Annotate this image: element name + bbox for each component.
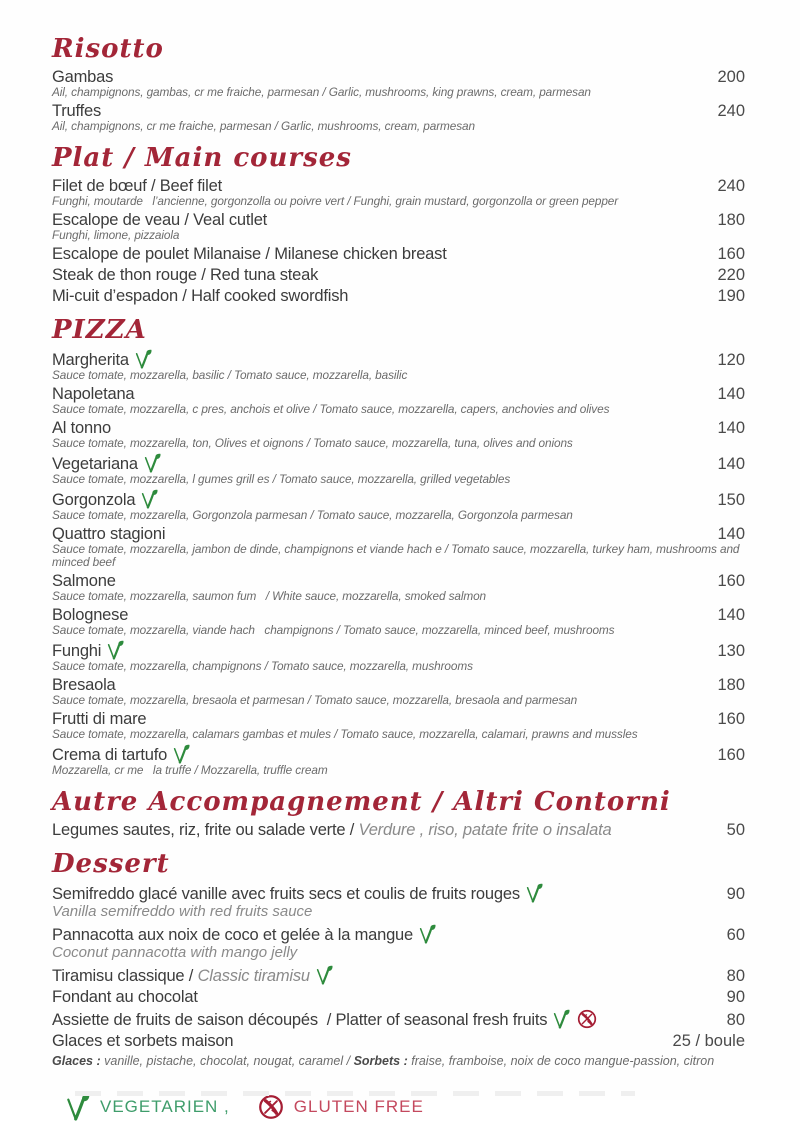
item-name: Margherita [52,351,129,369]
item-price: 140 [717,385,745,403]
section-heading: Dessert [52,849,170,879]
item-description: Sauce tomate, mozzarella, ton, Olives et oignons / Tomato sauce, mozzarella, tuna, olives and onions [52,436,573,450]
item-price: 80 [726,967,745,985]
menu-item [52,710,745,741]
section-dessert [52,849,745,1069]
menu-item [52,287,745,305]
menu-item [52,525,745,569]
item-name: Escalope de veau / Veal cutlet [52,211,268,229]
menu-item [52,453,745,486]
item-price: 160 [717,572,745,590]
section-heading: Risotto [52,34,164,64]
item-name: Frutti di mare [52,710,147,728]
section-sides [52,787,745,839]
item-translation: Coconut pannacotta with mango jelly [52,944,298,961]
item-price: 90 [726,988,745,1006]
item-description: Ail, champignons, gambas, cr me fraiche, parmesan / Garlic, mushrooms, king prawns, cream, parmesan [52,85,591,99]
vegetarian-icon [135,349,152,369]
item-price: 160 [717,710,745,728]
section-risotto [52,34,745,133]
vegetarian-icon [107,640,124,660]
item-price: 240 [717,102,745,120]
item-description: Sauce tomate, mozzarella, viande hach champignons / Tomato sauce, mozzarella, minced beef, mushrooms [52,623,615,637]
item-description: Sauce tomate, mozzarella, saumon fum / White sauce, mozzarella, smoked salmon [52,589,487,603]
menu-item [52,1032,745,1050]
item-name: Mi-cuit d’espadon / Half cooked swordfish [52,287,349,305]
item-price: 160 [717,746,745,764]
item-price: 160 [717,245,745,263]
item-description: Sauce tomate, mozzarella, bresaola et parmesan / Tomato sauce, mozzarella, bresaola and parmesan [52,693,578,707]
menu-item [52,177,745,208]
item-price: 150 [717,491,745,509]
section-heading: Plat / Main courses [52,143,352,173]
item-name: Glaces et sorbets maison [52,1032,234,1050]
item-price: 200 [717,68,745,86]
vegetarian-icon [316,965,333,985]
menu-item [52,821,745,839]
menu-item [52,924,745,962]
menu-item [52,489,745,522]
item-description: Sauce tomate, mozzarella, c pres, anchois et olive / Tomato sauce, mozzarella, capers, anchovies and olives [52,402,610,416]
vegetarian-icon [526,883,543,903]
menu-item [52,68,745,99]
item-translation: Vanilla semifreddo with red fruits sauce [52,903,313,920]
menu-item [52,1009,745,1029]
menu-item [52,640,745,673]
item-price: 90 [726,885,745,903]
menu-item [52,349,745,382]
item-name: Legumes sautes, riz, frite ou salade verte / [52,821,359,839]
item-name: Bolognese [52,606,129,624]
item-description: Funghi, limone, pizzaiola [52,228,180,242]
item-price: 140 [717,455,745,473]
vegetarian-icon [66,1093,90,1121]
menu-item [52,965,745,985]
item-price: 120 [717,351,745,369]
glaces-label: Glaces : [52,1054,101,1068]
item-price: 50 [726,821,745,839]
item-price: 130 [717,642,745,660]
vegetarian-icon [553,1009,570,1029]
vegetarian-icon [144,453,161,473]
item-name: Gorgonzola [52,491,136,509]
menu-item [52,102,745,133]
item-name: Bresaola [52,676,116,694]
glaces-flavours: vanille, pistache, chocolat, nougat, caramel / [100,1054,354,1068]
item-description: Sauce tomate, mozzarella, jambon de dinde, champignons et viande hach e / Tomato sauce, mozzarella, turkey ham, mushrooms and minced beef [52,542,743,569]
gluten-free-icon [577,1009,597,1029]
menu-item [52,676,745,707]
menu-item [52,744,745,777]
item-name: Fondant au chocolat [52,988,198,1006]
menu-item [52,245,745,263]
menu-item [52,988,745,1006]
item-name: Crema di tartufo [52,746,168,764]
menu-item [52,419,745,450]
section-main-courses [52,143,745,305]
item-price: 140 [717,525,745,543]
legend [66,1093,745,1121]
item-name: Salmone [52,572,116,590]
item-price: 220 [717,266,745,284]
menu-item [52,572,745,603]
menu-item [52,606,745,637]
item-description: Sauce tomate, mozzarella, basilic / Tomato sauce, mozzarella, basilic [52,368,408,382]
item-price: 180 [717,676,745,694]
item-name: Funghi [52,642,102,660]
section-pizza [52,315,745,777]
section-heading: PIZZA [52,315,147,345]
item-price: 140 [717,419,745,437]
item-description: Sauce tomate, mozzarella, calamars gambas et mules / Tomato sauce, mozzarella, calamari, prawns and mussles [52,727,638,741]
item-name: Gambas [52,68,114,86]
item-name: Quattro stagioni [52,525,166,543]
item-price: 240 [717,177,745,195]
sorbets-flavours: fraise, framboise, noix de coco mangue-passion, citron [407,1054,715,1068]
sorbets-label: Sorbets : [353,1054,408,1068]
item-name-translation: Classic tiramisu [197,967,310,985]
item-name: Napoletana [52,385,135,403]
flavours-footnote [52,1053,745,1069]
item-price: 140 [717,606,745,624]
gluten-free-icon [258,1094,284,1120]
menu-item [52,883,745,921]
item-name: Semifreddo glacé vanille avec fruits secs et coulis de fruits rouges [52,885,520,903]
item-name-translation: Verdure , riso, patate frite o insalata [358,821,612,839]
gluten-free-legend-label: GLUTEN FREE [293,1097,424,1116]
item-name: Steak de thon rouge / Red tuna steak [52,266,319,284]
item-name: Tiramisu classique / [52,967,198,985]
item-name: Vegetariana [52,455,138,473]
item-price: 80 [726,1011,745,1029]
item-name: Escalope de poulet Milanaise / Milanese chicken breast [52,245,447,263]
item-name: Assiette de fruits de saison découpés / Platter of seasonal fresh fruits [52,1011,548,1029]
item-description: Sauce tomate, mozzarella, l gumes grill es / Tomato sauce, mozzarella, grilled vegetables [52,472,511,486]
item-name: Al tonno [52,419,111,437]
item-name: Truffes [52,102,102,120]
vegetarian-icon [419,924,436,944]
item-description: Funghi, moutarde l’ancienne, gorgonzolla ou poivre vert / Funghi, grain mustard, gorgonzolla or green pepper [52,194,619,208]
item-name: Filet de bœuf / Beef filet [52,177,222,195]
menu-item [52,211,745,242]
menu-item [52,266,745,284]
item-description: Ail, champignons, cr me fraiche, parmesan / Garlic, mushrooms, cream, parmesan [52,119,475,133]
item-description: Sauce tomate, mozzarella, champignons / Tomato sauce, mozzarella, mushrooms [52,659,473,673]
item-price: 190 [717,287,745,305]
section-heading: Autre Accompagnement / Altri Contorni [52,787,671,817]
vegetarian-legend-label: VEGETARIEN , [100,1097,230,1116]
page-edge-artifact [75,1091,635,1096]
item-description: Mozzarella, cr me la truffe / Mozzarella, truffle cream [52,763,328,777]
menu-item [52,385,745,416]
vegetarian-icon [173,744,190,764]
item-price: 25 / boule [672,1032,745,1050]
item-description: Sauce tomate, mozzarella, Gorgonzola parmesan / Tomato sauce, mozzarella, Gorgonzola parmesan [52,508,573,522]
item-price: 180 [717,211,745,229]
item-name: Pannacotta aux noix de coco et gelée à la mangue [52,926,413,944]
item-price: 60 [726,926,745,944]
vegetarian-icon [141,489,158,509]
